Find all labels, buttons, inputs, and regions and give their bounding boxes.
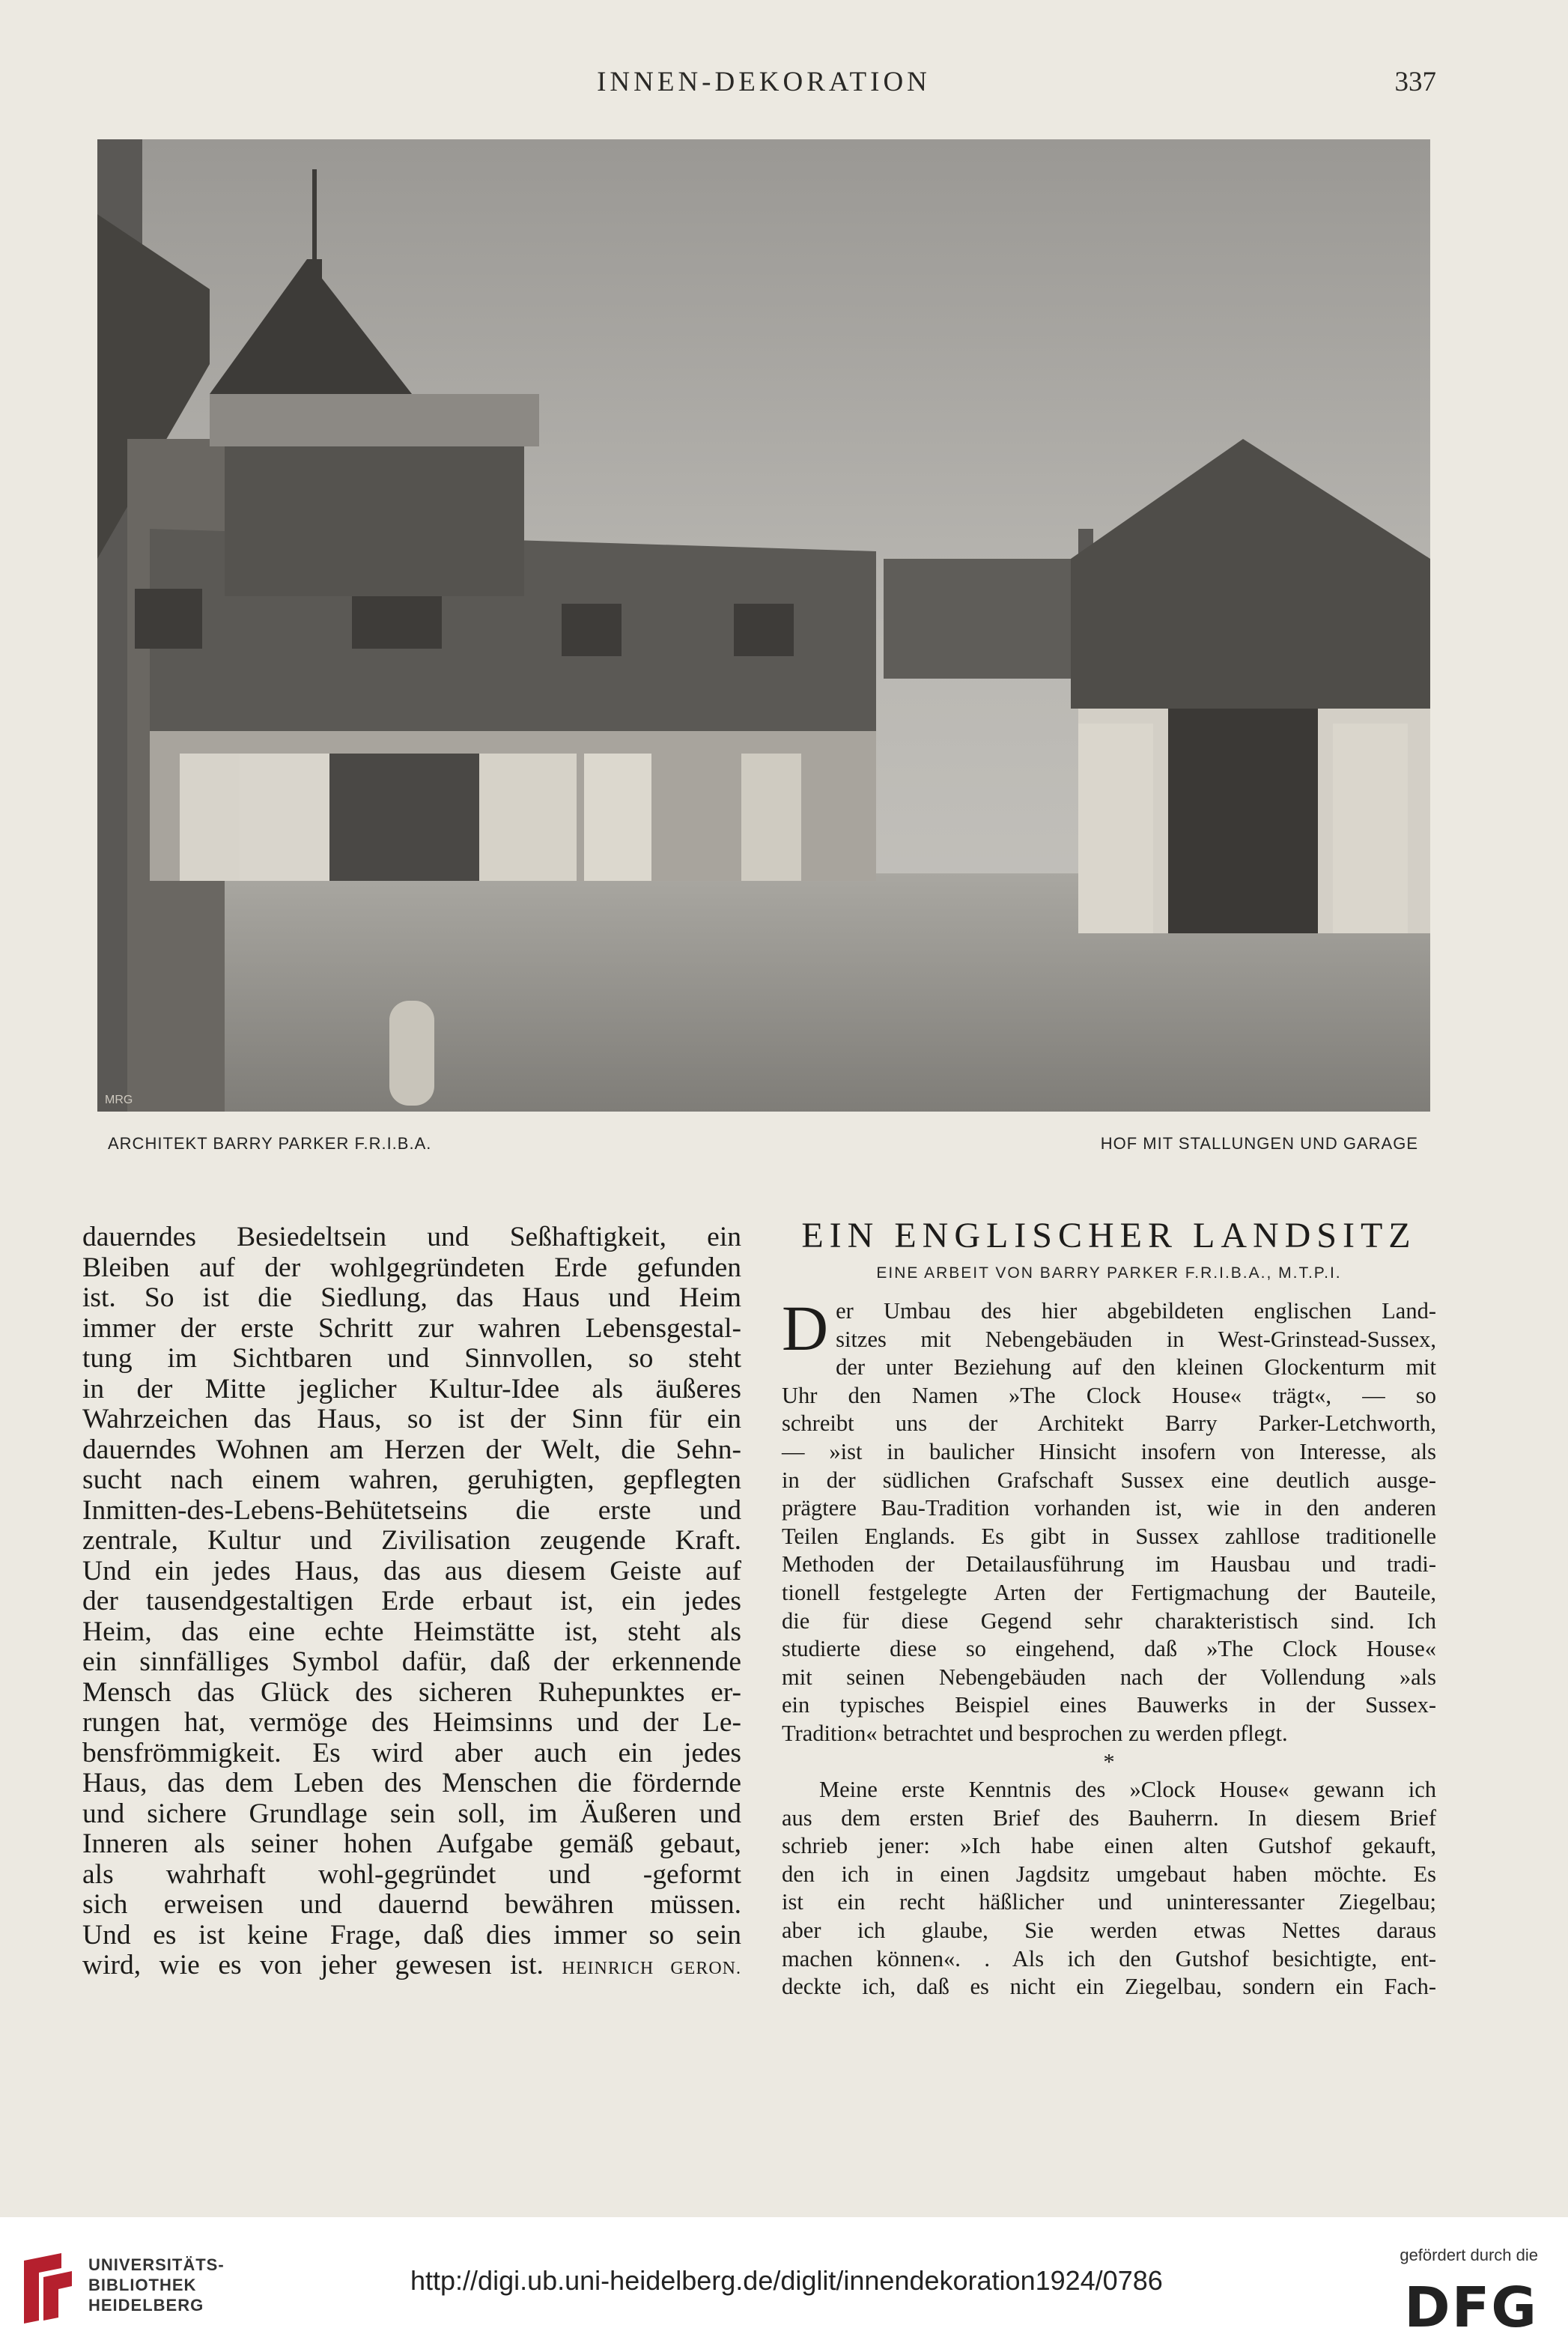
- text-line: Haus, das dem Leben des Menschen die fördernde: [82, 1768, 741, 1798]
- text-line: bensfrömmigkeit. Es wird aber auch ein jedes: [82, 1737, 741, 1768]
- text-line: Heim, das eine echte Heimstätte ist, steht als: [82, 1616, 741, 1647]
- text-line: ist. So ist die Siedlung, das Haus und Heim: [82, 1282, 741, 1313]
- text-line: Inmitten-des-Lebens-Behütetseins die erste und: [82, 1494, 741, 1526]
- author-signature: HEINRICH GERON.: [562, 1959, 741, 1978]
- text-line: Meine erste Kenntnis des »Clock House« gewann ich: [819, 1777, 1436, 1803]
- text-line: ist ein recht häßlicher und uninteressanter Ziegelbau;: [782, 1889, 1436, 1915]
- article-title: EIN ENGLISCHER LANDSITZ: [801, 1216, 1417, 1255]
- closing-line: [82, 1951, 741, 1981]
- text-line: Teilen Englands. Es gibt in Sussex zahllose traditionelle: [782, 1523, 1436, 1549]
- text-line: schreibt uns der Architekt Barry Parker-Letchworth,: [782, 1410, 1436, 1437]
- text-line: der unter Beziehung auf den kleinen Glockenturm mit: [836, 1354, 1436, 1380]
- text-line: Tradition« betrachtet und besprochen zu werden pflegt.: [782, 1720, 1288, 1746]
- text-line: der tausendgestaltigen Erde erbaut ist, ein jedes: [82, 1586, 741, 1616]
- text-line: Und ein jedes Haus, das aus diesem Geiste auf: [82, 1555, 741, 1586]
- library-name-line: HEIDELBERG: [88, 2296, 204, 2315]
- text-line: Mensch das Glück des sicheren Ruhepunktes er-: [82, 1676, 741, 1708]
- article-body: [782, 1292, 1436, 2001]
- text-line: deckte ich, daß es nicht ein Ziegelbau, sondern ein Fach-: [782, 1974, 1436, 2000]
- text-line: studierte diese so eingehend, daß »The Clock House«: [782, 1636, 1436, 1662]
- text-line: Methoden der Detailausführung im Hausbau und tradi-: [782, 1551, 1436, 1577]
- text-line: prägtere Bau-Tradition vorhanden ist, wie in den anderen: [782, 1495, 1436, 1521]
- text-line: Inneren als seiner hohen Aufgabe gemäß gebaut,: [82, 1828, 741, 1859]
- running-title: INNEN-DEKORATION: [597, 67, 931, 97]
- text-line: rungen hat, vermöge des Heimsinns und der Le-: [82, 1707, 741, 1738]
- university-library-name: [88, 2255, 225, 2315]
- text-line: aus dem ersten Brief des Bauherrn. In diesem Brief: [782, 1804, 1436, 1831]
- text-line: machen können«. . Als ich den Gutshof besichtigte, ent-: [782, 1945, 1436, 1971]
- page-number: 337: [1394, 67, 1436, 97]
- article-subtitle: EINE ARBEIT VON BARRY PARKER F.R.I.B.A., M.T.P.I.: [876, 1264, 1342, 1282]
- text-line: mit seinen Nebengebäuden nach der Vollendung »als: [782, 1664, 1436, 1690]
- text-line: Wahrzeichen das Haus, so ist der Sinn für ein: [82, 1404, 741, 1434]
- text-line: Bleiben auf der wohlgegründeten Erde gefunden: [82, 1252, 741, 1283]
- caption-architect: ARCHITEKT BARRY PARKER F.R.I.B.A.: [108, 1134, 432, 1153]
- text-line: er Umbau des hier abgebildeten englischen Land-: [836, 1298, 1436, 1324]
- library-name-line: BIBLIOTHEK: [88, 2276, 197, 2294]
- text-line: sich erweisen und dauernd bewähren müssen.: [82, 1889, 741, 1920]
- left-column-text: [82, 1222, 741, 1981]
- closing-text: wird, wie es von jeher gewesen ist.: [82, 1950, 544, 1980]
- text-line: Und es ist keine Frage, daß dies immer so sein: [82, 1919, 741, 1951]
- text-line: in der südlichen Grafschaft Sussex eine deutlich ausge-: [782, 1467, 1436, 1493]
- photo-credit-mark: MRG: [105, 1094, 133, 1106]
- text-line: dauerndes Besiedeltsein und Seßhaftigkeit, ein: [82, 1222, 741, 1252]
- library-name-line: UNIVERSITÄTS-: [88, 2255, 225, 2274]
- text-line: dauerndes Wohnen am Herzen der Welt, die Sehn-: [82, 1434, 741, 1465]
- permalink-url[interactable]: http://digi.ub.uni-heidelberg.de/diglit/innendekoration1924/0786: [410, 2265, 1163, 2296]
- digitization-footer: [0, 2217, 1568, 2349]
- text-line: die für diese Gegend sehr charakteristisch sind. Ich: [782, 1607, 1436, 1634]
- text-line: in der Mitte jeglicher Kultur-Idee als äußeres: [82, 1373, 741, 1404]
- section-star: *: [1103, 1748, 1115, 1774]
- text-line: ein typisches Beispiel eines Bauwerks in der Sussex-: [782, 1692, 1436, 1718]
- text-line: — »ist in baulicher Hinsicht insofern von Interesse, als: [782, 1438, 1436, 1464]
- funding-text: gefördert durch die: [1400, 2246, 1538, 2264]
- text-line: sitzes mit Nebengebäuden in West-Grinstead-Sussex,: [836, 1326, 1436, 1352]
- text-line: Uhr den Namen »The Clock House« trägt«, — so: [782, 1382, 1436, 1408]
- courtyard-photograph: [97, 139, 1430, 1112]
- university-library-logo: [16, 2246, 79, 2328]
- text-line: den ich in einen Jagdsitz umgebaut haben möchte. Es: [782, 1861, 1436, 1887]
- drop-cap: D: [782, 1292, 829, 1364]
- dfg-logo: DFG: [1404, 2276, 1538, 2340]
- text-line: tung im Sichtbaren und Sinnvollen, so steht: [82, 1343, 741, 1374]
- text-line: sucht nach einem wahren, geruhigten, gepflegten: [82, 1464, 741, 1495]
- running-head: [0, 66, 1568, 103]
- text-line: tionell festgelegte Arten der Fertigmachung der Bauteile,: [782, 1579, 1436, 1605]
- text-line: aber ich glaube, Sie werden etwas Nettes daraus: [782, 1918, 1436, 1944]
- caption-subject: HOF MIT STALLUNGEN UND GARAGE: [1100, 1134, 1418, 1153]
- text-line: als wahrhaft wohl-gegründet und -geformt: [82, 1858, 741, 1890]
- text-line: ein sinnfälliges Symbol dafür, daß der erkennende: [82, 1646, 741, 1677]
- text-line: immer der erste Schritt zur wahren Lebensgestal-: [82, 1312, 741, 1344]
- text-line: schrieb jener: »Ich habe einen alten Gutshof gekauft,: [782, 1833, 1436, 1859]
- text-line: zentrale, Kultur und Zivilisation zeugende Kraft.: [82, 1525, 741, 1556]
- text-line: und sichere Grundlage sein soll, im Äußeren und: [82, 1798, 741, 1829]
